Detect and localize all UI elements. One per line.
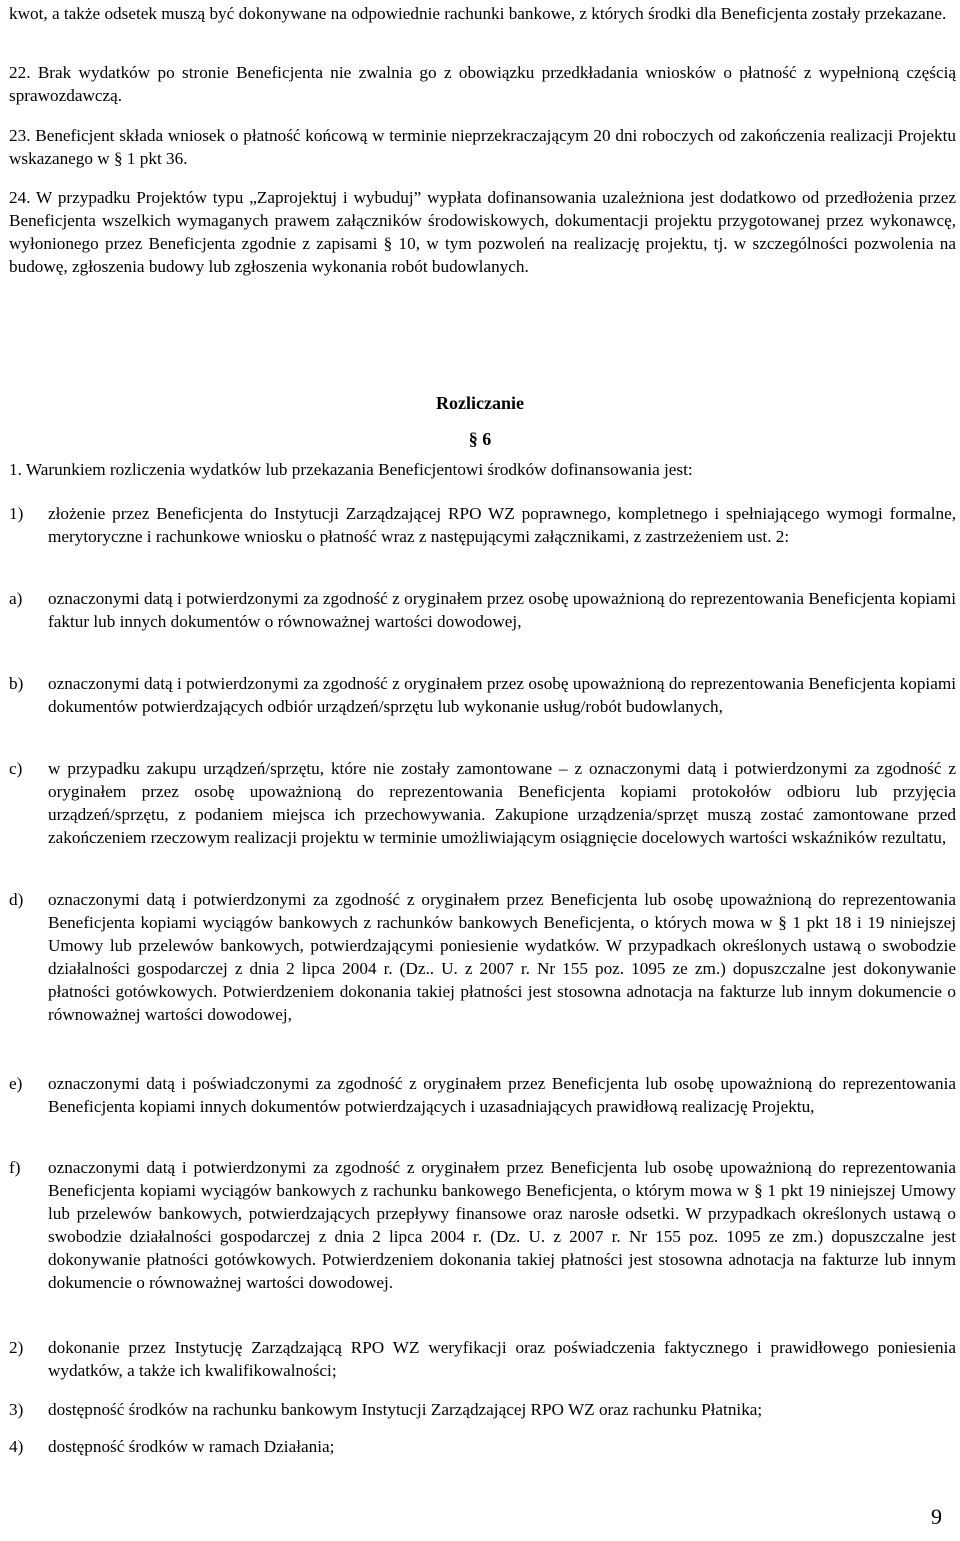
list-item-label: d) — [9, 890, 24, 909]
list-item-label: c) — [9, 759, 23, 778]
list-item-text: w przypadku zakupu urządzeń/sprzętu, które nie zostały zamontowane – z oznaczonymi datą i potwierdzonymi za zgodność z oryginałem przez osobę upoważnioną do reprezentowania Beneficjenta kopiami protokołów odbioru lub przyjęcia urządzeń/sprzętu, z podaniem miejsca ich przechowywania. Zakupione urządzenia/sprzęt muszą zostać zamontowane przed zakończeniem rzeczowym realizacji projektu w terminie umożliwiającym osiągnięcie docelowych wartości wskaźników rezultatu, — [48, 759, 956, 847]
list-item-label: b) — [9, 674, 24, 693]
list-item — [9, 888, 956, 1026]
list-item — [9, 1398, 956, 1421]
page-number: 9 — [931, 1504, 942, 1529]
list-item-text: dostępność środków na rachunku bankowym Instytucji Zarządzającej RPO WZ oraz rachunku Płatnika; — [48, 1400, 763, 1419]
list-item-label: f) — [9, 1158, 21, 1177]
paragraph-continuation: kwot, a także odsetek muszą być dokonywane na odpowiednie rachunki bankowe, z których środki dla Beneficjenta zostały przekazane. — [9, 4, 947, 23]
paragraph-24: 24. W przypadku Projektów typu „Zaprojektuj i wybuduj” wypłata dofinansowania uzależniona jest dodatkowo od przedłożenia przez Beneficjenta wszelkich wymaganych prawem załączników środowiskowych, dokumentacji projektu przygotowanej przez wykonawcę, wyłonionego przez Beneficjenta zgodnie z zapisami § 10, w tym pozwoleń na realizację projektu, tj. w szczególności pozwolenia na budowę, zgłoszenia budowy lub zgłoszenia wykonania robót budowlanych. — [9, 188, 956, 276]
list-item-text: oznaczonymi datą i potwierdzonymi za zgodność z oryginałem przez osobę upoważnioną do reprezentowania Beneficjenta kopiami faktur lub innych dokumentów o równoważnej wartości dowodowej, — [48, 589, 956, 631]
list-item-label: a) — [9, 589, 23, 608]
list-item-text: oznaczonymi datą i potwierdzonymi za zgodność z oryginałem przez osobę upoważnioną do reprezentowania Beneficjenta kopiami dokumentów potwierdzających odbiór urządzeń/sprzętu lub wykonanie usług/robót budowlanych, — [48, 674, 956, 716]
list-item — [9, 1336, 956, 1382]
list-item — [9, 502, 956, 548]
paragraph-22: 22. Brak wydatków po stronie Beneficjenta nie zwalnia go z obowiązku przedkładania wniosków o płatność z wypełnioną częścią sprawozdawczą. — [9, 63, 956, 105]
list-item-text: dokonanie przez Instytucję Zarządzającą RPO WZ weryfikacji oraz poświadczenia faktycznego i prawidłowego poniesienia wydatków, a także ich kwalifikowalności; — [48, 1338, 956, 1380]
section-title: Rozliczanie — [436, 393, 524, 413]
list-item — [9, 1435, 956, 1458]
list-item — [9, 1156, 956, 1294]
intro-paragraph: 1. Warunkiem rozliczenia wydatków lub przekazania Beneficjentowi środków dofinansowania jest: — [9, 460, 693, 479]
list-item-label: e) — [9, 1074, 23, 1093]
list-item — [9, 672, 956, 718]
list-item-label: 4) — [9, 1437, 24, 1456]
list-item-text: oznaczonymi datą i potwierdzonymi za zgodność z oryginałem przez Beneficjenta lub osobę upoważnioną do reprezentowania Beneficjenta kopiami wyciągów bankowych z rachunku bankowego Beneficjenta, o którym mowa w § 1 pkt 19 niniejszej Umowy lub przelewów bankowych, potwierdzających przepływy finansowe oraz narosłe odsetki. W przypadkach określonych ustawą o swobodzie działalności gospodarczej z dnia 2 lipca 2004 r. (Dz. U. z 2007 r. Nr 155 poz. 1095 ze zm.) dopuszczalne jest dokonywanie płatności gotówkowych. Potwierdzeniem dokonania takiej płatności jest stosowna adnotacja na fakturze lub innym dokumencie o równoważnej wartości dowodowej. — [48, 1158, 956, 1292]
list-item-text: oznaczonymi datą i potwierdzonymi za zgodność z oryginałem przez Beneficjenta lub osobę upoważnioną do reprezentowania Beneficjenta kopiami wyciągów bankowych z rachunków bankowych Beneficjenta, o których mowa w § 1 pkt 18 i 19 niniejszej Umowy lub przelewów bankowych, potwierdzającymi poniesienie wydatków. W przypadkach określonych ustawą o swobodzie działalności gospodarczej z dnia 2 lipca 2004 r. (Dz.. U. z 2007 r. Nr 155 poz. 1095 ze zm.) dopuszczalne jest dokonywanie płatności gotówkowych. Potwierdzeniem dokonania takiej płatności jest stosowna adnotacja na fakturze lub innym dokumencie o równoważnej wartości dowodowej, — [48, 890, 956, 1024]
list-item-text: dostępność środków w ramach Działania; — [48, 1437, 335, 1456]
list-item-text: oznaczonymi datą i poświadczonymi za zgodność z oryginałem przez Beneficjenta lub osobę upoważnioną do reprezentowania Beneficjenta kopiami innych dokumentów potwierdzających i uzasadniających prawidłową realizację Projektu, — [48, 1074, 956, 1116]
list-item-text: złożenie przez Beneficjenta do Instytucji Zarządzającej RPO WZ poprawnego, kompletnego i spełniającego wymogi formalne, merytoryczne i rachunkowe wniosku o płatność wraz z następującymi załącznikami, z zastrzeżeniem ust. 2: — [48, 504, 956, 546]
section-paragraph-sign: § 6 — [468, 429, 492, 449]
list-item-label: 2) — [9, 1338, 24, 1357]
list-item-label: 1) — [9, 504, 24, 523]
list-item — [9, 587, 956, 633]
list-item-label: 3) — [9, 1400, 24, 1419]
list-item — [9, 757, 956, 849]
list-item — [9, 1072, 956, 1118]
paragraph-23: 23. Beneficjent składa wniosek o płatność końcową w terminie nieprzekraczającym 20 dni roboczych od zakończenia realizacji Projektu wskazanego w § 1 pkt 36. — [9, 126, 956, 168]
